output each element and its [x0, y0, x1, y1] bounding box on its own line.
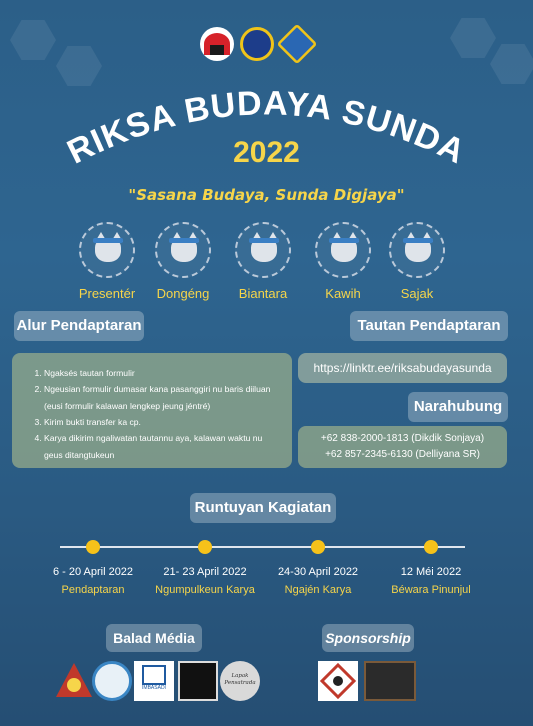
category-label: Biantara	[238, 286, 288, 301]
step-item: 2. Ngeusian formulir dumasar kana pasanggiri nu baris diiluan (eusi formulir kalawan lengkep jeung jéntré)	[44, 381, 278, 414]
cat-mascot-icon	[235, 222, 291, 278]
cat-mascot-icon	[155, 222, 211, 278]
decor-hexagon	[490, 44, 533, 84]
event-date: 6 - 20 April 2022	[52, 566, 134, 578]
cat-mascot-icon	[79, 222, 135, 278]
category-kawih	[308, 222, 378, 301]
cat-mascot-icon	[389, 222, 445, 278]
step-item: 4. Karya dikirim ngaliwatan tautannu aya, kalawan waktu nu geus ditangtukeun	[44, 430, 278, 463]
alur-box	[12, 353, 292, 468]
step-item: 1. Ngaksés tautan formulir	[44, 365, 278, 381]
top-logos	[200, 27, 314, 61]
lapak-logo-text: Lapak Pensatrada	[224, 673, 256, 686]
media-partner-logo-icon	[178, 661, 218, 701]
event-date: 12 Méi 2022	[400, 566, 462, 578]
registration-link[interactable]: https://linktr.ee/riksabudayasunda	[298, 353, 507, 383]
category-label: Presentér	[78, 286, 136, 301]
category-label: Dongéng	[156, 286, 210, 301]
event-tagline: "Sasana Budaya, Sunda Digjaya"	[128, 186, 405, 204]
category-label: Sajak	[400, 286, 434, 301]
contact-item[interactable]: +62 857-2345-6130 (Delliyana SR)	[325, 449, 480, 460]
step-item: 3. Kirim bukti transfer ka cp.	[44, 414, 278, 430]
sponsorship-heading: Sponsorship	[322, 624, 414, 652]
organization-logo-icon	[277, 24, 318, 65]
timeline-dot	[311, 540, 325, 554]
narahubung-heading: Narahubung	[408, 392, 508, 422]
event-label: Ngajén Karya	[284, 584, 352, 596]
sponsor-logo-icon	[364, 661, 416, 701]
contact-box	[298, 426, 507, 468]
event-label: Ngumpulkeun Karya	[155, 584, 255, 596]
imbasadi-logo-text: IMBASADI	[142, 685, 166, 691]
event-date: 24-30 April 2022	[277, 566, 359, 578]
event-label: Pendaptaran	[61, 584, 125, 596]
alur-steps	[26, 365, 278, 463]
timeline-dot	[424, 540, 438, 554]
balad-media-heading: Balad Média	[106, 624, 202, 652]
alur-heading: Alur Pendaptaran	[14, 311, 144, 341]
runtuyan-heading: Runtuyan Kagiatan	[190, 493, 336, 523]
decor-hexagon	[450, 18, 496, 58]
media-partner-logo-icon	[92, 661, 132, 701]
timeline-dot	[86, 540, 100, 554]
category-biantara	[228, 222, 298, 301]
cat-mascot-icon	[315, 222, 371, 278]
event-title-text: RIKSA BUDAYA SUNDA	[61, 84, 472, 172]
event-label: Béwara Pinunjul	[391, 584, 471, 596]
event-date: 21- 23 April 2022	[163, 566, 247, 578]
media-partner-logo-icon	[134, 661, 174, 701]
timeline-line	[60, 546, 465, 548]
decor-hexagon	[10, 20, 56, 60]
contact-item[interactable]: +62 838-2000-1813 (Dikdik Sonjaya)	[320, 433, 485, 444]
category-presenter	[72, 222, 142, 301]
upi-logo-icon	[200, 27, 234, 61]
tautan-heading: Tautan Pendaptaran	[350, 311, 508, 341]
media-partner-logo-icon	[220, 661, 260, 701]
category-sajak	[382, 222, 452, 301]
sponsor-logo-icon	[318, 661, 358, 701]
faculty-logo-icon	[240, 27, 274, 61]
timeline-dot	[198, 540, 212, 554]
category-dongeng	[148, 222, 218, 301]
media-partner-logo-icon	[54, 661, 94, 701]
category-label: Kawih	[325, 286, 361, 301]
event-year: 2022	[233, 136, 300, 169]
